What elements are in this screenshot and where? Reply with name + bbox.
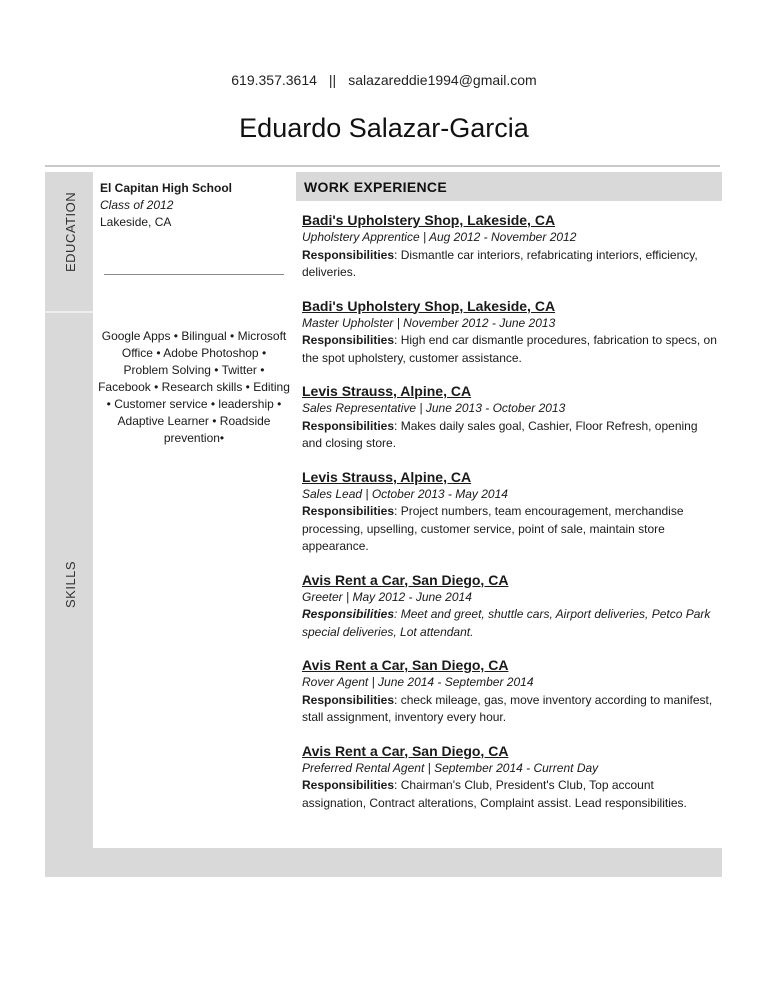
job-responsibilities	[302, 418, 720, 453]
job-company: Badi's Upholstery Shop, Lakeside, CA	[302, 297, 556, 314]
job-entry	[302, 468, 720, 556]
job-role: Greeter | May 2012 - June 2014	[302, 589, 472, 604]
education-block	[100, 180, 290, 231]
job-role: Master Upholster | November 2012 - June 2013	[302, 315, 556, 330]
school-name: El Capitan High School	[100, 181, 233, 195]
skills-list: Google Apps • Bilingual • Microsoft Office • Adobe Photoshop • Problem Solving • Twitter • Facebook • Research skills • Editing • Customer service • leadership • Adaptive Learner • Roadside prevention•	[98, 329, 290, 445]
responsibilities-label: Responsibilities	[302, 607, 395, 621]
job-company: Avis Rent a Car, San Diego, CA	[302, 657, 509, 673]
job-company: Avis Rent a Car, San Diego, CA	[302, 742, 509, 759]
contact-line	[0, 72, 768, 88]
contact-separator: ||	[328, 72, 337, 88]
responsibilities-text: : Makes daily sales goal, Cashier, Floor Refresh, opening and closing store.	[302, 418, 698, 450]
job-entry	[302, 742, 720, 813]
responsibilities-text: : check mileage, gas, move inventory according to manifest, stall assignment, inventory every hour.	[302, 692, 713, 724]
job-entry	[302, 297, 720, 368]
responsibilities-label: Responsibilities	[302, 504, 395, 518]
sidebar-divider	[45, 311, 93, 313]
job-entry	[302, 211, 720, 282]
job-entry	[302, 656, 720, 727]
candidate-name: Eduardo Salazar-Garcia	[239, 113, 529, 143]
sidebar-strip	[45, 172, 93, 848]
responsibilities-text: : Meet and greet, shuttle cars, Airport deliveries, Petco Park special deliveries, Lot attendant.	[302, 607, 711, 639]
job-entry	[302, 571, 720, 642]
education-section-label: EDUCATION	[63, 191, 78, 272]
responsibilities-label: Responsibilities	[302, 418, 395, 433]
work-experience-list	[302, 211, 720, 827]
job-company: Avis Rent a Car, San Diego, CA	[302, 571, 509, 588]
job-role: Preferred Rental Agent | September 2014 - Current Day	[302, 760, 599, 775]
header-divider	[45, 165, 720, 167]
job-responsibilities	[302, 503, 720, 556]
responsibilities-label: Responsibilities	[302, 247, 395, 262]
job-responsibilities	[302, 606, 720, 641]
job-responsibilities	[302, 692, 720, 727]
job-role: Sales Lead | October 2013 - May 2014	[302, 486, 508, 501]
skills-section-label: SKILLS	[63, 560, 78, 608]
job-company: Levis Strauss, Alpine, CA	[302, 468, 472, 485]
job-responsibilities	[302, 247, 720, 282]
responsibilities-label: Responsibilities	[302, 333, 395, 347]
job-company: Levis Strauss, Alpine, CA	[302, 383, 472, 399]
responsibilities-text: : High end car dismantle procedures, fabrication to specs, on the spot upholstery, customer assistance.	[302, 333, 717, 365]
work-experience-header	[296, 172, 722, 201]
responsibilities-label: Responsibilities	[302, 692, 395, 707]
job-role: Upholstery Apprentice | Aug 2012 - November 2012	[302, 230, 577, 244]
job-entry	[302, 382, 720, 453]
education-divider	[104, 274, 284, 275]
graduation-class: Class of 2012	[100, 198, 174, 212]
responsibilities-label: Responsibilities	[302, 778, 395, 792]
job-responsibilities	[302, 332, 720, 367]
responsibilities-text: : Chairman's Club, President's Club, Top account assignation, Contract alterations, Complaint assist. Lead responsibilities.	[302, 778, 687, 810]
job-responsibilities	[302, 777, 720, 812]
footer-band	[45, 848, 722, 877]
job-role: Rover Agent | June 2014 - September 2014	[302, 675, 534, 689]
school-location: Lakeside, CA	[100, 215, 172, 229]
email-address: salazareddie1994@gmail.com	[348, 72, 537, 88]
phone-number: 619.357.3614	[231, 72, 317, 88]
job-role: Sales Representative | June 2013 - October 2013	[302, 401, 566, 415]
work-experience-title: WORK EXPERIENCE	[304, 179, 447, 195]
job-company: Badi's Upholstery Shop, Lakeside, CA	[302, 212, 556, 228]
responsibilities-text: : Project numbers, team encouragement, merchandise processing, upselling, customer service, point of sale, maintain store appearance.	[302, 504, 684, 553]
responsibilities-text: : Dismantle car interiors, refabricating interiors, efficiency, deliveries.	[302, 247, 698, 279]
